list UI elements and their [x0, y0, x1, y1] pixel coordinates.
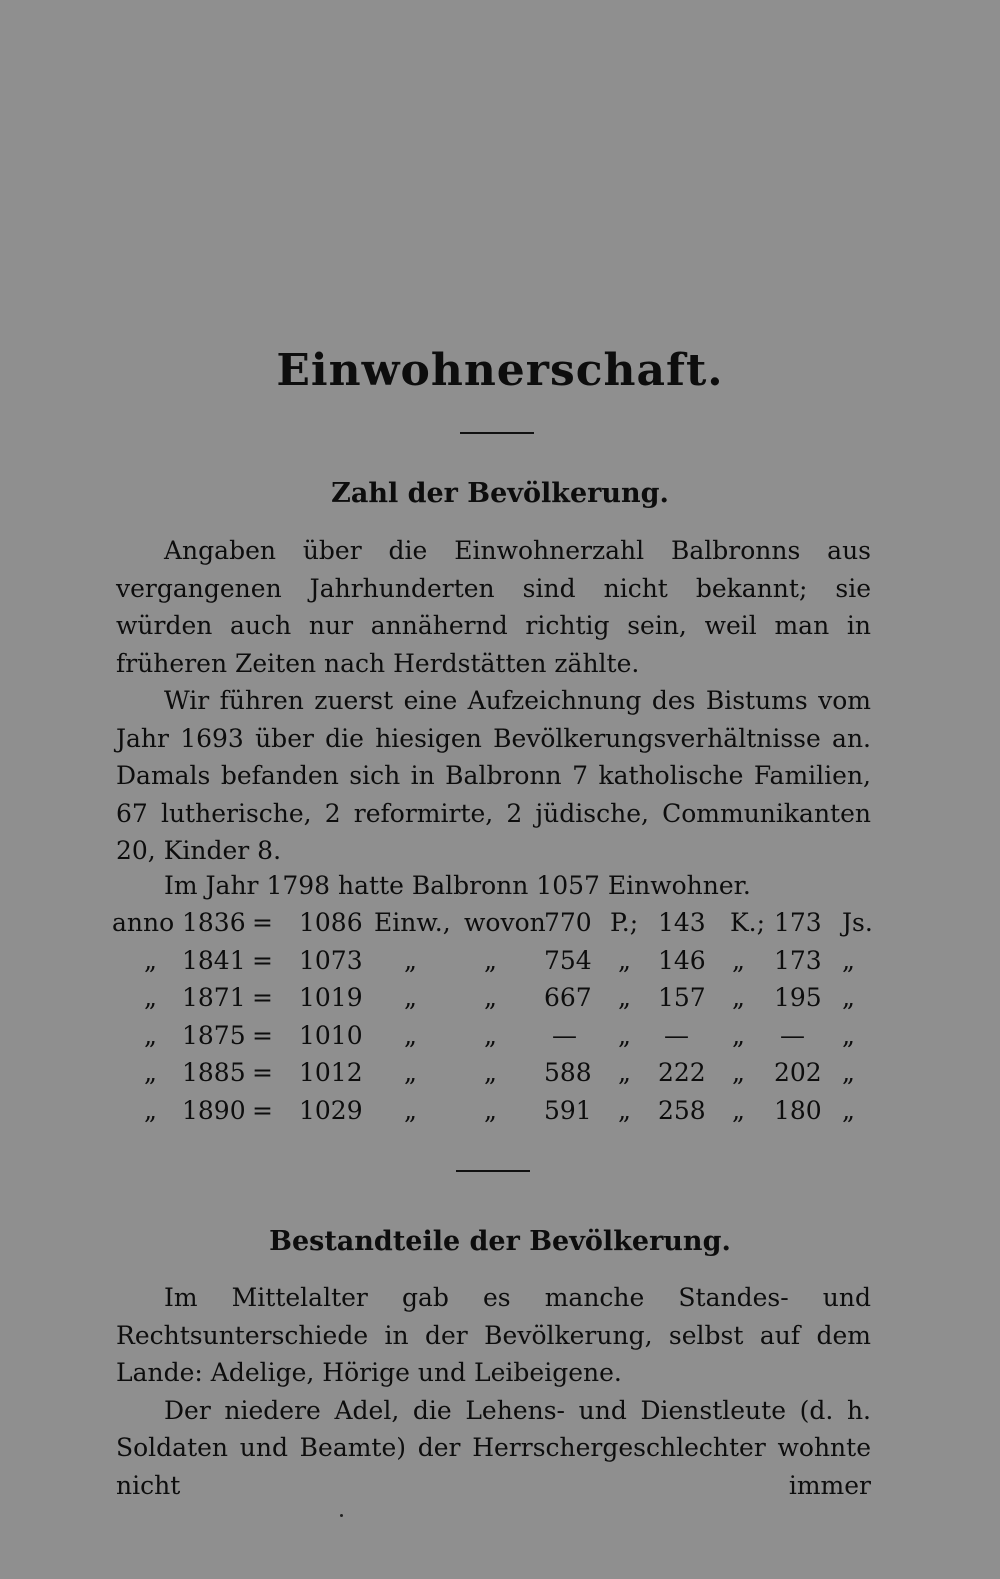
ditto-mark: „	[842, 983, 855, 1012]
paragraph: Im Mittelalter gab es manche Standes- und Rechtsunterschiede in der Bevölkerung, selbst auf dem Lande: Adelige, Hörige und Leibeigene.	[116, 1283, 871, 1387]
census-table	[112, 904, 882, 1129]
census-row	[112, 1092, 882, 1130]
ditto-mark: „	[842, 1020, 855, 1050]
ditto-mark: „	[484, 983, 497, 1012]
census-year: 1836	[182, 908, 246, 937]
ditto-mark: „	[404, 1020, 417, 1050]
census-jewish: —	[780, 1020, 805, 1050]
census-protestant: 588	[544, 1058, 592, 1087]
ditto-mark: „	[404, 1095, 417, 1125]
census-catholic: 258	[658, 1095, 706, 1125]
ditto-mark: „	[732, 1020, 745, 1050]
census-total: 1086	[299, 908, 363, 937]
census-row	[112, 942, 882, 980]
ditto-mark: „	[842, 1058, 855, 1087]
ditto-mark: „	[618, 1058, 631, 1087]
census-total: 1073	[299, 945, 363, 975]
census-catholic: 157	[658, 983, 706, 1012]
census-protestant: 591	[544, 1095, 592, 1125]
census-protestant: 667	[544, 983, 592, 1012]
ditto-mark: „	[842, 1095, 855, 1125]
census-jewish: 195	[774, 983, 822, 1012]
ditto-mark: „	[144, 1020, 157, 1050]
equals-sign: =	[252, 1020, 273, 1050]
census-protestant: 754	[544, 945, 592, 975]
ditto-mark: „	[732, 1058, 745, 1087]
census-total: 1010	[299, 1020, 363, 1050]
census-protestant: 770	[544, 908, 592, 937]
census-catholic: —	[664, 1020, 689, 1050]
census-year: 1871	[182, 983, 246, 1012]
census-year: 1890	[182, 1095, 246, 1125]
chapter-title: Einwohnerschaft.	[276, 345, 724, 396]
ditto-mark: „	[484, 1058, 497, 1087]
equals-sign: =	[252, 1095, 273, 1125]
census-i-unit: Js.	[842, 908, 873, 937]
census-row	[112, 1054, 882, 1092]
ditto-mark: „	[484, 945, 497, 975]
equals-sign: =	[252, 1058, 273, 1087]
section-heading-population-count: Zahl der Bevölkerung.	[331, 478, 669, 509]
census-row	[112, 904, 882, 942]
ditto-mark: „	[732, 983, 745, 1012]
census-total: 1019	[299, 983, 363, 1012]
ditto-mark: „	[404, 1058, 417, 1087]
census-jewish: 173	[774, 945, 822, 975]
equals-sign: =	[252, 908, 273, 937]
census-k-unit: K.;	[730, 908, 766, 937]
equals-sign: =	[252, 945, 273, 975]
ditto-mark: „	[732, 945, 745, 975]
ditto-mark: „	[618, 945, 631, 975]
census-year: 1885	[182, 1058, 246, 1087]
paragraph: Wir führen zuerst eine Aufzeichnung des Bistums vom Jahr 1693 über die hiesigen Bevölkerungsverhältnisse an. Damals befanden sich in Balbronn 7 katholische Familien, 67 lutherische, 2 reformirte, 2 jüdische, Communikanten 20, Kinder 8.	[116, 686, 871, 865]
census-label: anno	[112, 908, 175, 937]
title-divider	[460, 432, 534, 434]
equals-sign: =	[252, 983, 273, 1012]
ditto-mark: „	[618, 983, 631, 1012]
print-speck	[340, 1514, 343, 1517]
census-jewish: 180	[774, 1095, 822, 1125]
ditto-mark: „	[144, 1058, 157, 1087]
ditto-mark: „	[618, 1095, 631, 1125]
ditto-mark: „	[404, 945, 417, 975]
census-catholic: 146	[658, 945, 706, 975]
paragraph: Angaben über die Einwohnerzahl Balbronns aus vergangenen Jahrhunderten sind nicht bekannt; sie würden auch nur annähernd richtig sein, weil man in früheren Zeiten nach Herdstätten zählte.	[116, 536, 871, 678]
ditto-mark: „	[144, 983, 157, 1012]
census-wovon: wovon	[464, 908, 546, 937]
ditto-mark: „	[404, 983, 417, 1012]
ditto-mark: „	[618, 1020, 631, 1050]
census-year: 1841	[182, 945, 246, 975]
census-year: 1875	[182, 1020, 246, 1050]
population-count-text	[116, 532, 871, 870]
census-protestant: —	[552, 1020, 577, 1050]
population-parts-text	[116, 1279, 871, 1504]
ditto-mark: „	[144, 945, 157, 975]
ditto-mark: „	[842, 945, 855, 975]
census-total: 1012	[299, 1058, 363, 1087]
ditto-mark: „	[732, 1095, 745, 1125]
census-catholic: 143	[658, 908, 706, 937]
ditto-mark: „	[144, 1095, 157, 1125]
census-row	[112, 1017, 882, 1055]
section-heading-population-parts: Bestandteile der Bevölkerung.	[269, 1226, 731, 1257]
census-jewish: 173	[774, 908, 822, 937]
census-catholic: 222	[658, 1058, 706, 1087]
census-unit: Einw.,	[374, 908, 451, 937]
census-intro: Im Jahr 1798 hatte Balbronn 1057 Einwohner.	[164, 871, 751, 900]
census-jewish: 202	[774, 1058, 822, 1087]
ditto-mark: „	[484, 1095, 497, 1125]
census-p-unit: P.;	[610, 908, 639, 937]
census-row	[112, 979, 882, 1017]
section-divider	[456, 1170, 530, 1172]
ditto-mark: „	[484, 1020, 497, 1050]
paragraph: Der niedere Adel, die Lehens- und Dienstleute (d. h. Soldaten und Beamte) der Herrschergeschlechter wohnte nicht immer	[116, 1395, 871, 1500]
census-total: 1029	[299, 1095, 363, 1125]
